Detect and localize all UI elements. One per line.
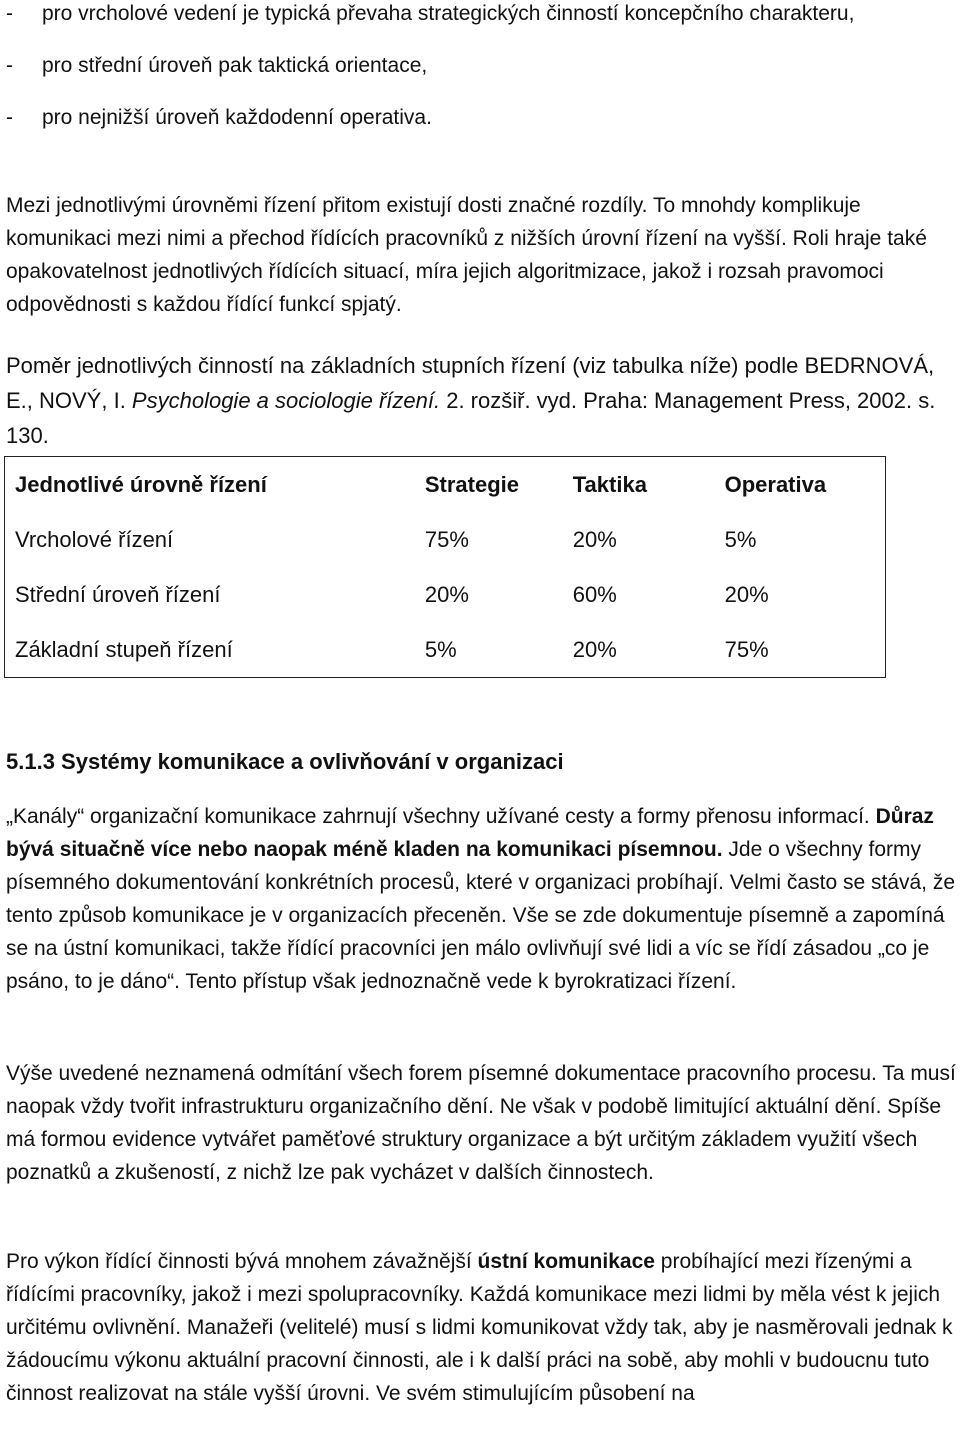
table-cell: 20% [715,567,886,622]
ratio-paragraph [6,348,956,453]
channels-text-2: Jde o všechny formy písemného dokumentování konkrétních procesů, které v organizaci probíhají. Velmi často se stává, že tento způsob komunikace je v organizacích přeceněn. Vše se zde dokumentuje písemně a zapomíná se na ústní komunikaci, takže řídící pracovníci jen málo ovlivňují své lidi a víc se řídí zásadou „co je psáno, to je dáno“. Tento přístup však jednoznačně vede k byrokratizaci řízení. [6,838,956,993]
intro-text: Mezi jednotlivými úrovněmi řízení přitom existují dosti značné rozdíly. To mnohdy komplikuje komunikaci mezi nimi a přechod řídících pracovníků z nižších úrovní řízení na vyšší. Roli hraje také opakovatelnost jednotlivých řídících situací, míra jejich algoritmizace, jakož i rozsah pravomoci odpovědnosti s každou řídící funkcí spjatý. [6,194,927,316]
section-heading: 5.1.3 Systémy komunikace a ovlivňování v organizaci [6,749,564,774]
table-row [5,567,886,622]
ratio-text-before: Poměr jednotlivých činností na základních stupních řízení (viz tabulka níže) podle BEDRNOVÁ, E., NOVÝ, I. [6,353,935,413]
oral-communication-paragraph [6,1245,956,1410]
list-item [6,101,946,134]
oral-emphasis: ústní komunikace [477,1250,655,1273]
list-item-text: pro střední úroveň pak taktická orientace, [42,54,428,77]
management-levels-list [6,0,946,153]
table-cell: Střední úroveň řízení [5,567,415,622]
book-title: Psychologie a sociologie řízení. [131,388,441,413]
channels-text-1: „Kanály“ organizační komunikace zahrnují všechny užívané cesty a formy přenosu informací. [6,805,876,828]
table-header-cell: Operativa [715,457,886,513]
table-header-cell: Jednotlivé úrovně řízení [5,457,415,513]
intro-paragraph [6,189,956,321]
table-cell: 75% [715,622,886,678]
management-levels-table [4,456,886,678]
table-cell: 5% [415,622,563,678]
oral-text-2: probíhající mezi řízenými a řídícími pracovníky, jakož i mezi spolupracovníky. Každá komunikace mezi lidmi by měla vést k jejich určitému ovlivnění. Manažeři (velitelé) musí s lidmi komunikovat vždy tak, aby je nasměrovali jednak k žádoucímu výkonu aktuální pracovní činnosti, ale i k další práci na sobě, aby mohli v budoucnu tuto činnost realizovat na stále vyšší úrovni. Ve svém stimulujícím působení na [6,1250,953,1405]
channels-paragraph [6,800,956,998]
table-row [5,512,886,567]
oral-text-1: Pro výkon řídící činnosti bývá mnohem závažnější [6,1250,478,1273]
table-cell: 20% [563,622,715,678]
list-item [6,0,946,30]
table-header-row [5,457,886,513]
table-cell: 75% [424,527,469,552]
list-item-text: pro nejnižší úroveň každodenní operativa. [42,106,432,129]
list-dash: - [6,2,13,25]
list-item-text: pro vrcholové vedení je typická převaha strategických činností koncepčního charakteru, [42,2,855,25]
table-header-cell: Taktika [563,457,715,513]
table-header-cell: Strategie [415,457,563,513]
ratio-text-after: 2. rozšiř. vyd. Praha: Management Press, 2002. s. 130. [6,388,936,448]
table-row [5,622,886,678]
table-cell: 60% [572,582,617,607]
written-text: Výše uvedené neznamená odmítání všech forem písemné dokumentace pracovního procesu. Ta musí naopak vždy tvořit infrastrukturu organizačního dění. Ne však v podobě limitující aktuální dění. Spíše má formou evidence vytvářet paměťové struktury organizace a být určitým základem využití všech poznatků a zkušeností, z nichž lze pak vycházet v dalších činnostech. [6,1062,956,1184]
table-cell: Základní stupeň řízení [5,622,415,678]
table-cell: Vrcholové řízení [5,512,415,567]
table-cell: 20% [572,527,617,552]
written-documentation-paragraph [6,1057,956,1189]
list-dash: - [6,54,13,77]
list-item [6,49,946,82]
table-cell: 20% [424,582,469,607]
channels-emphasis: Důraz bývá situačně více nebo naopak méně kladen na komunikaci písemnou. [6,805,934,861]
list-dash: - [6,106,13,129]
table-cell: 5% [715,512,886,567]
